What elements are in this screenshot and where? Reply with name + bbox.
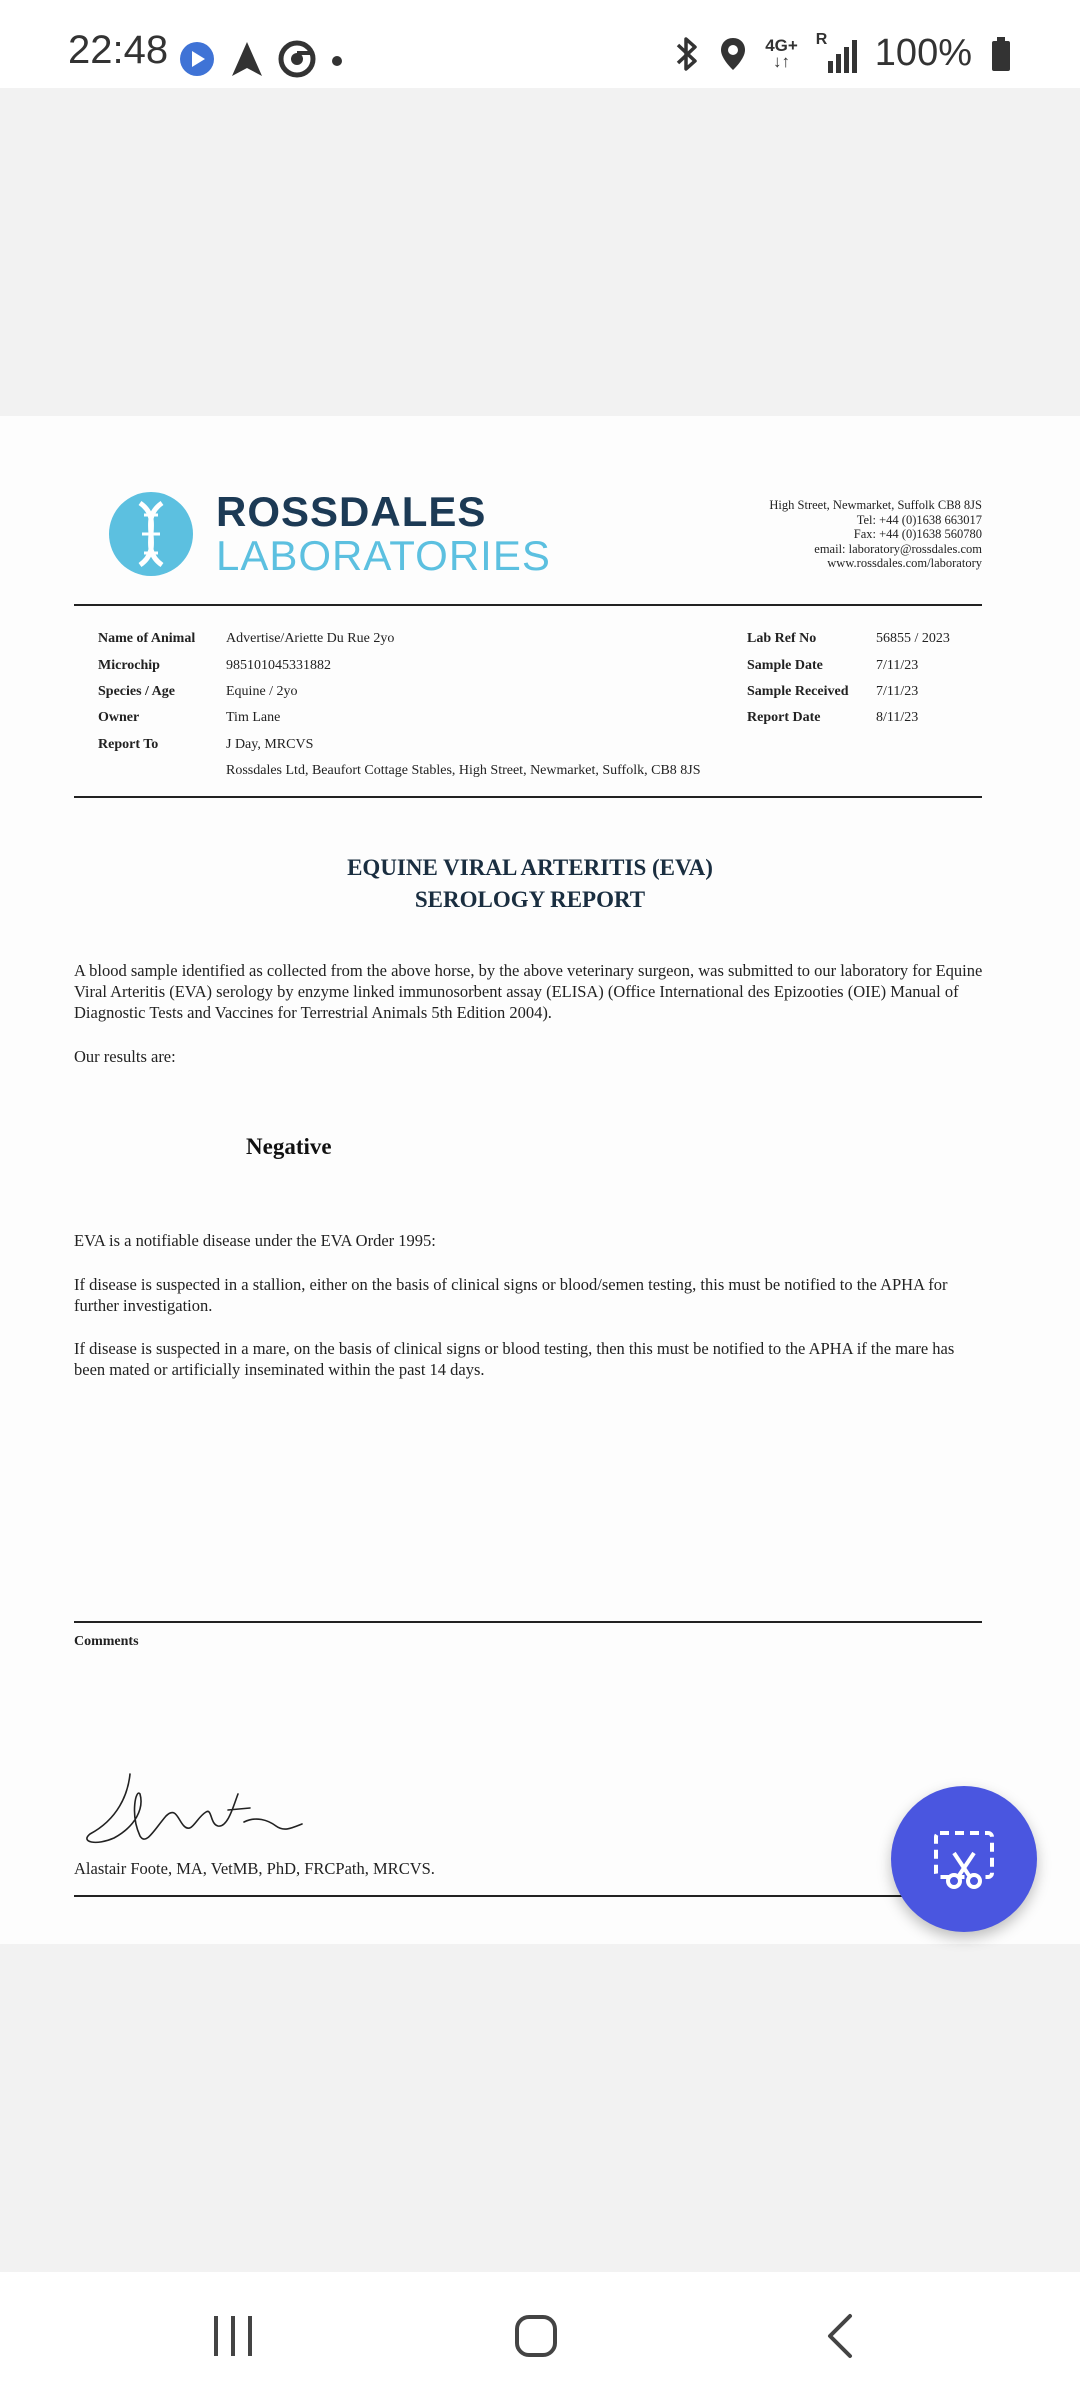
navigation-bar xyxy=(0,2272,1080,2400)
address-street: High Street, Newmarket, Suffolk CB8 8JS xyxy=(769,498,982,512)
lab-ref-label: Lab Ref No xyxy=(747,631,817,646)
report-page[interactable] xyxy=(0,416,1080,1944)
sample-received-value: 7/11/23 xyxy=(876,684,919,699)
microchip-label: Microchip xyxy=(98,658,160,673)
results-intro: Our results are: xyxy=(74,1047,176,1066)
location-icon xyxy=(719,35,747,73)
species-age-value: Equine / 2yo xyxy=(226,684,298,699)
lab-ref-value: 56855 / 2023 xyxy=(876,631,950,646)
address-web: www.rossdales.com/laboratory xyxy=(827,556,982,570)
battery-percent: 100% xyxy=(874,32,972,74)
sample-received-label: Sample Received xyxy=(747,684,849,699)
bluetooth-icon xyxy=(673,35,701,73)
stallion-paragraph: If disease is suspected in a stallion, either on the basis of clinical signs or blood/semen testing, this must be notified to the APHA for further investigation. xyxy=(74,1275,948,1315)
logo-line1: ROSSDALES xyxy=(216,488,487,535)
divider xyxy=(74,1621,982,1623)
dna-logo-icon xyxy=(108,491,194,577)
address-fax: Fax: +44 (0)1638 560780 xyxy=(853,527,982,541)
report-date-value: 8/11/23 xyxy=(876,710,919,725)
system-status-icons xyxy=(673,32,1012,75)
status-time: 22:48 xyxy=(68,28,169,72)
viewer-background xyxy=(0,88,1080,416)
report-to-value: J Day, MRCVS xyxy=(226,737,314,752)
signature-image xyxy=(78,1764,318,1854)
address-email: email: laboratory@rossdales.com xyxy=(814,541,982,556)
notifiable-paragraph: EVA is a notifiable disease under the EVA Order 1995: xyxy=(74,1231,436,1250)
divider xyxy=(74,604,982,606)
species-age-label: Species / Age xyxy=(98,684,175,699)
status-bar xyxy=(0,0,1080,88)
comments-label: Comments xyxy=(74,1634,139,1649)
report-date-label: Report Date xyxy=(747,710,821,725)
rossdales-logo xyxy=(108,490,551,578)
report-title xyxy=(0,852,1060,916)
notification-icons xyxy=(178,40,344,78)
address-tel: Tel: +44 (0)1638 663017 xyxy=(856,512,982,527)
lab-address xyxy=(769,498,982,571)
meet-icon xyxy=(178,40,216,78)
signer-name: Alastair Foote, MA, VetMB, PhD, FRCPath, MRCVS. xyxy=(74,1859,435,1878)
name-of-animal-label: Name of Animal xyxy=(98,631,196,646)
network-4g-icon: 4G+ ↓↑ xyxy=(765,35,798,71)
mare-paragraph: If disease is suspected in a mare, on the basis of clinical signs or blood testing, then this must be notified to the APHA if the mare has been mated or artificially inseminated within the past 14 days. xyxy=(74,1339,955,1379)
report-to-address: Rossdales Ltd, Beaufort Cottage Stables, High Street, Newmarket, Suffolk, CB8 8JS xyxy=(226,763,701,778)
owner-value: Tim Lane xyxy=(226,710,281,725)
logo-line2: LABORATORIES xyxy=(216,532,551,579)
home-icon[interactable] xyxy=(514,2314,558,2358)
sample-date-value: 7/11/23 xyxy=(876,658,919,673)
result-value: Negative xyxy=(246,1134,332,1159)
dot-icon xyxy=(330,40,344,78)
report-title-line2: SEROLOGY REPORT xyxy=(414,887,646,912)
divider xyxy=(74,1895,982,1897)
report-to-label: Report To xyxy=(98,737,159,752)
back-icon[interactable] xyxy=(822,2312,856,2360)
microchip-value: 985101045331882 xyxy=(226,658,331,673)
battery-icon xyxy=(990,35,1012,73)
signal-icon xyxy=(815,30,857,73)
network-label: 4G+ xyxy=(765,35,798,55)
intro-paragraph: A blood sample identified as collected from the above horse, by the above veterinary surgeon, was submitted to our laboratory for Equine Viral Arteritis (EVA) serology by enzyme linked immunosorbent assay (ELISA) (Office International des Epizooties (OIE) Manual of Diagnostic Tests and Vaccines for Terrestrial Animals 5th Edition 2004). xyxy=(74,961,983,1022)
report-title-line1: EQUINE VIRAL ARTERITIS (EVA) xyxy=(347,855,713,880)
screenshot-fab-button[interactable] xyxy=(891,1786,1037,1932)
navigation-icon xyxy=(230,40,264,78)
screenshot-scissors-icon xyxy=(932,1827,996,1891)
roaming-label: R xyxy=(815,30,828,48)
sample-date-label: Sample Date xyxy=(747,658,823,673)
chrome-icon xyxy=(278,40,316,78)
divider xyxy=(74,796,982,798)
recents-icon[interactable] xyxy=(210,2314,256,2358)
name-of-animal-value: Advertise/Ariette Du Rue 2yo xyxy=(226,631,395,646)
owner-label: Owner xyxy=(98,710,140,725)
